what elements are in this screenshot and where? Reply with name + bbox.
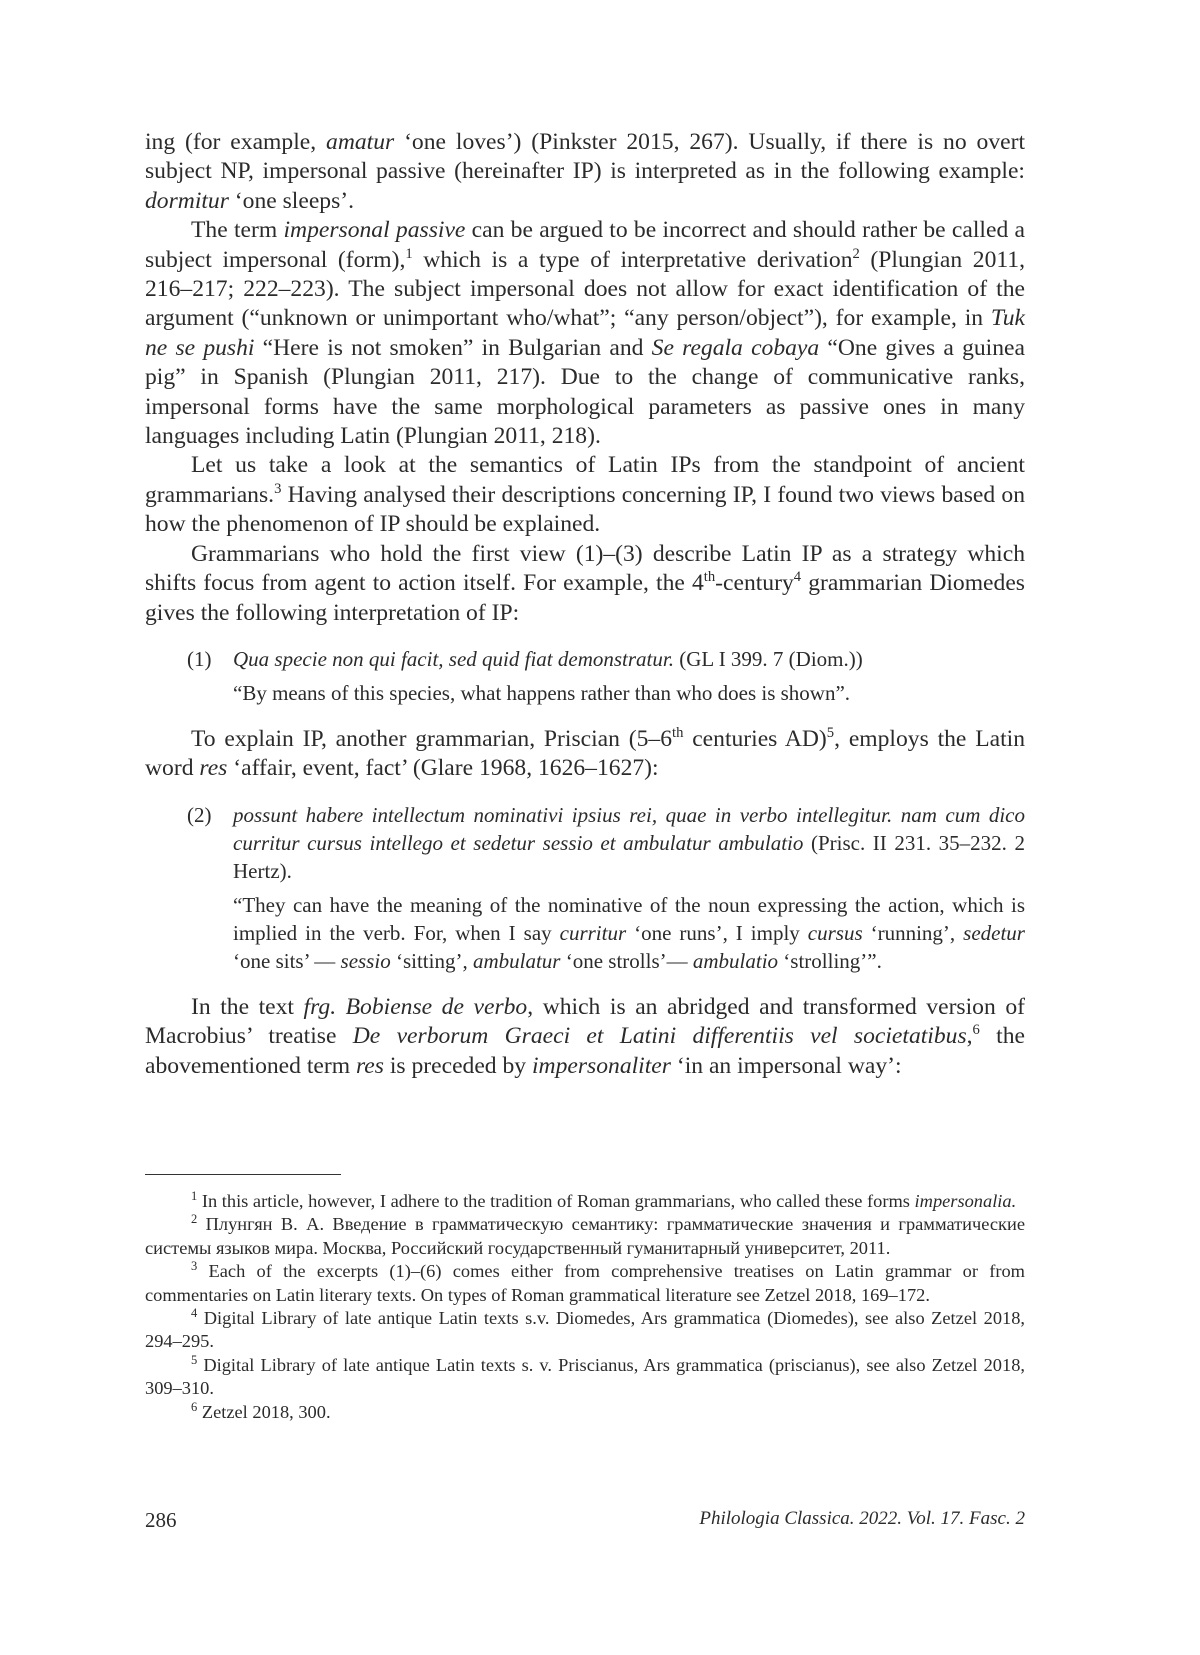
- footnote-ref[interactable]: 3: [274, 481, 282, 498]
- example-latin: possunt habere intellectum nominativi ipsius rei, quae in verbo intellegitur. nam cum dico curritur cursus intellego et sedetur sessio et ambulatur ambulatio (Prisc. II 231. 35–232. 2 Hertz).: [233, 802, 1025, 883]
- footnote-ref[interactable]: 5: [826, 725, 835, 742]
- footnote-5: $^5$ Digital Library of late antique Latin texts s. v. Priscianus, Ars grammatica (priscianus), see also Zetzel 2018, 309–310.: [145, 1352, 1025, 1399]
- page-number: 286: [145, 1508, 177, 1532]
- example-number: (2): [187, 802, 212, 827]
- body-text: [145, 128, 1025, 1081]
- footnote-ref[interactable]: 6: [972, 1022, 980, 1039]
- paragraph-6: In the text frg. Bobiense de verbo, which is an abridged and transformed version of Macrobius’ treatise De verborum Graeci et Latini differentiis vel societatibus,$^6$ the abovementioned term res is preceded by impersonaliter ‘in an impersonal way’:: [145, 993, 1025, 1079]
- paragraph-5: To explain IP, another grammarian, Priscian (5–6th centuries AD)$^5$, employs the Latin word res ‘affair, event, fact’ (Glare 1968, 1626–1627):: [145, 725, 1025, 782]
- footnote-2: $^2$ Плунгян В. А. Введение в грамматическую семантику: грамматические значения и грамматические системы языков мира. Москва, Российский государственный гуманитарный университет, 2011.: [145, 1212, 1025, 1258]
- example-2: [187, 801, 1025, 975]
- footnote-3: $^3$ Each of the excerpts (1)–(6) comes either from comprehensive treatises on Latin grammar or from commentaries on Latin literary texts. On types of Roman grammatical literature see Zetzel 2018, 169–172.: [145, 1259, 1025, 1305]
- paragraph-3: Let us take a look at the semantics of Latin IPs from the standpoint of ancient grammarians.$^3$ Having analysed their descriptions concerning IP, I found two views based on how the phenomenon of IP should be explained.: [145, 452, 1025, 538]
- example-number: (1): [187, 646, 212, 671]
- example-translation: “They can have the meaning of the nominative of the noun expressing the action, which is implied in the verb. For, when I say curritur ‘one runs’, I imply cursus ‘running’, sedetur ‘one sits’ — sessio ‘sitting’, ambulatur ‘one strolls’— ambulatio ‘strolling’”.: [233, 892, 1025, 973]
- example-latin: Qua specie non qui facit, sed quid fiat demonstratur. (GL I 399. 7 (Diom.)): [233, 646, 863, 671]
- footnote-ref[interactable]: 1: [405, 245, 413, 262]
- footnote-4: $^4$ Digital Library of late antique Latin texts s.v. Diomedes, Ars grammatica (Diomedes), see also Zetzel 2018, 294–295.: [145, 1305, 1025, 1352]
- footnote-1: $^1$ In this article, however, I adhere to the tradition of Roman grammarians, who called these forms impersonalia.: [191, 1188, 1017, 1211]
- journal-title: Philologia Classica. 2022. Vol. 17. Fasc. 2: [699, 1508, 1025, 1529]
- paragraph-1: ing (for example, amatur ‘one loves’) (Pinkster 2015, 267). Usually, if there is no overt subject NP, impersonal passive (hereinafter IP) is interpreted as in the following example: dormitur ‘one sleeps’.: [145, 129, 1025, 214]
- paragraph-4: Grammarians who hold the first view (1)–(3) describe Latin IP as a strategy which shifts focus from agent to action itself. For example, the 4th-century$^4$ grammarian Diomedes gives the following interpretation of IP:: [145, 540, 1025, 626]
- footnote-6: $^6$ Zetzel 2018, 300.: [191, 1399, 331, 1422]
- example-1: [187, 645, 1025, 707]
- paragraph-2: The term impersonal passive can be argued to be incorrect and should rather be called a subject impersonal (form),$^1$ which is a type of interpretative derivation$^2$ (Plungian 2011, 216–217; 222–223). The subject impersonal does not allow for exact identification of the argument (“unknown or unimportant who/what”; “any person/object”), for example, in Tuk ne se pushi “Here is not smoken” in Bulgarian and Se regala cobaya “One gives a guinea pig” in Spanish (Plungian 2011, 217). Due to the change of communicative ranks, impersonal forms have the same morphological parameters as passive ones in many languages including Latin (Plungian 2011, 218).: [145, 217, 1026, 450]
- footnote-ref[interactable]: 4: [793, 569, 802, 586]
- footnotes: [145, 1190, 1025, 1424]
- footnote-divider: [145, 1174, 341, 1175]
- example-translation: “By means of this species, what happens rather than who does is shown”.: [233, 680, 851, 705]
- footnote-ref[interactable]: 2: [852, 245, 860, 262]
